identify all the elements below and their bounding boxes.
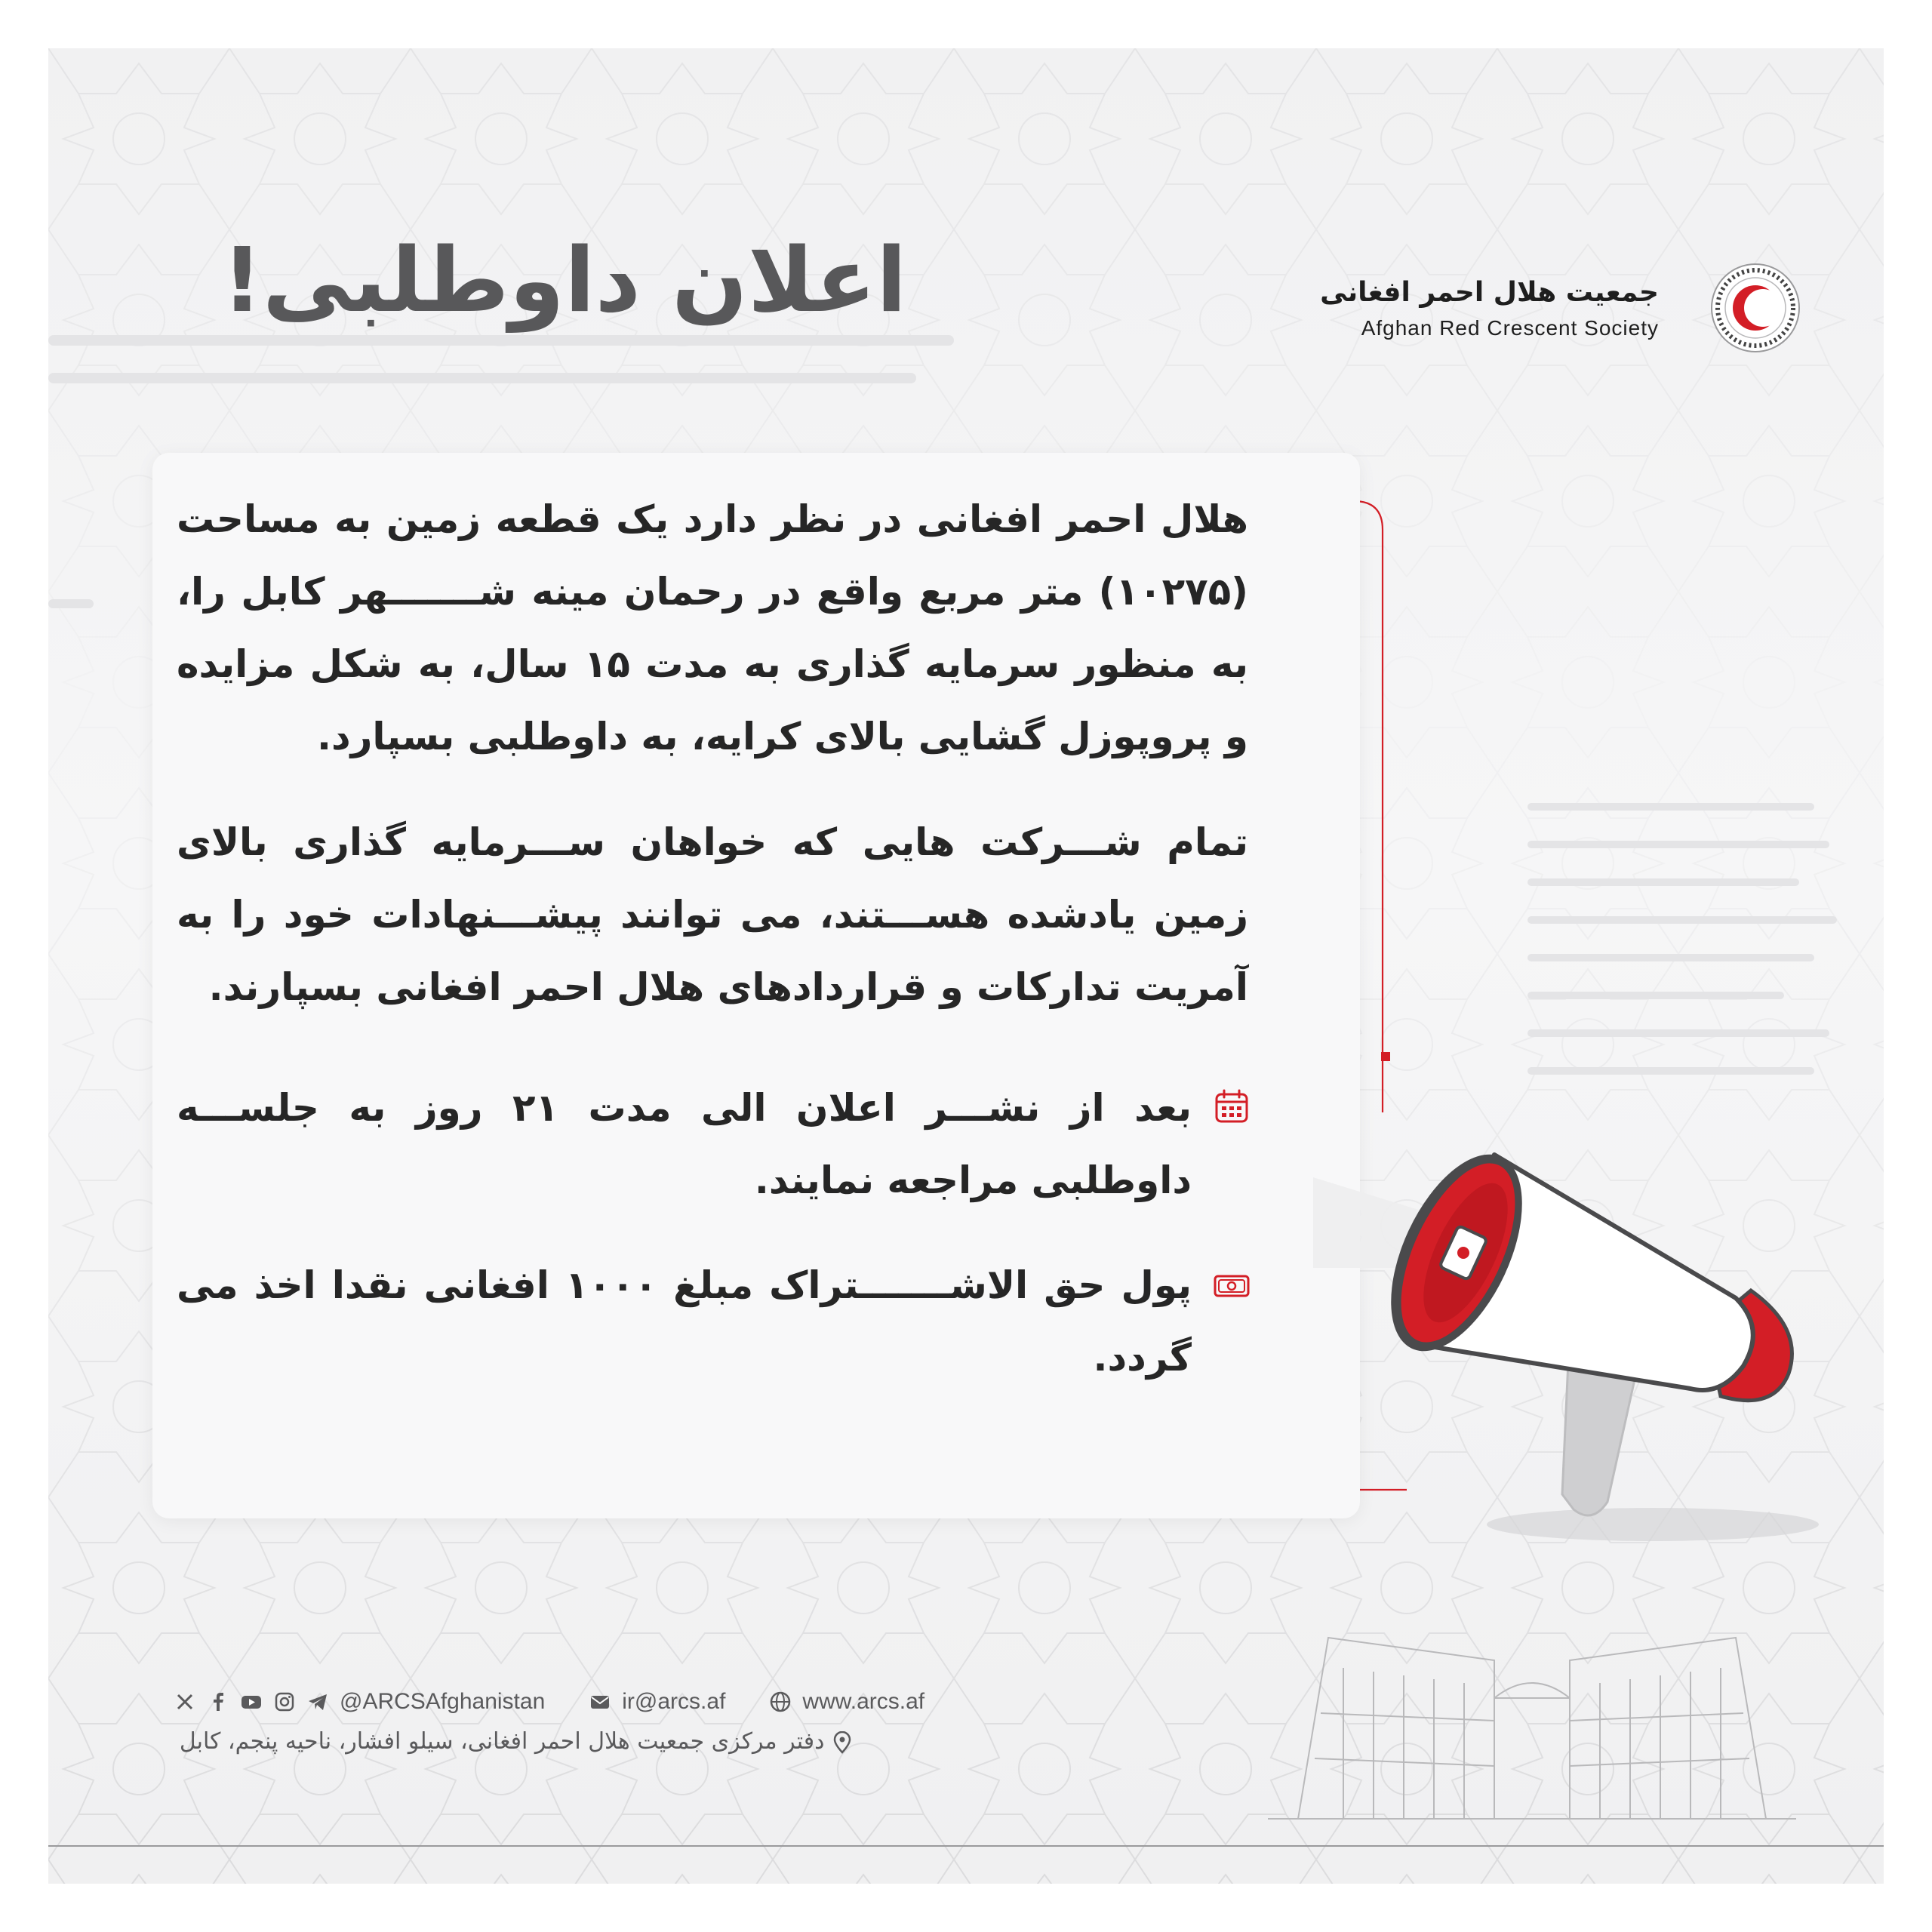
page-title: اعلان داوطلبی!	[222, 228, 907, 332]
money-icon	[1212, 1266, 1251, 1305]
social-handle[interactable]: @ARCSAfghanistan	[340, 1689, 546, 1714]
facebook-icon[interactable]	[207, 1690, 229, 1713]
headquarters-building-illustration	[1268, 1607, 1796, 1834]
globe-icon	[769, 1690, 792, 1713]
footer-contacts	[174, 1684, 924, 1719]
bullet-item-fee: پول حق الاشـــــــتراک مبلغ ۱۰۰۰ افغانی نقدا اخذ می گردد.	[177, 1263, 1192, 1380]
bullet-item-deadline: بعد از نشـــر اعلان الی مدت ۲۱ روز به جلســـه داوطلبی مراجعه نمایند.	[177, 1086, 1192, 1202]
org-logo-text	[1281, 275, 1659, 346]
footer-baseline	[48, 1844, 1884, 1884]
calendar-icon	[1212, 1087, 1251, 1126]
footer-address	[174, 1728, 853, 1763]
red-crescent-emblem-icon	[1709, 261, 1802, 355]
megaphone-icon	[1313, 1041, 1841, 1555]
announcement-paragraph-1: هلال احمر افغانی در نظر دارد یک قطعه زمین به مساحت (۱۰۲۷۵) متر مربع واقع در رحمان مینه شـــــــهر کابل را، به منظور سرمایه گذاری به مدت ۱۵ سال، به شکل مزایده و پروپوزل گشایی بالای کرایه، به داوطلبی بسپارد.	[177, 497, 1249, 758]
telegram-icon[interactable]	[306, 1690, 329, 1713]
org-name-fa: جمعیت هلال احمر افغانی	[1320, 277, 1659, 308]
instagram-icon[interactable]	[273, 1690, 296, 1713]
org-name-en: Afghan Red Crescent Society	[1361, 316, 1659, 340]
accent-dot	[1381, 1052, 1390, 1061]
footer-website[interactable]: www.arcs.af	[802, 1689, 925, 1714]
youtube-icon[interactable]	[240, 1690, 263, 1713]
x-icon[interactable]	[174, 1690, 196, 1713]
footer-email[interactable]: ir@arcs.af	[622, 1689, 726, 1714]
email-icon	[589, 1690, 611, 1713]
location-pin-icon	[832, 1731, 853, 1754]
address-text: دفتر مرکزی جمعیت هلال احمر افغانی، سیلو افشار، ناحیه پنجم، کابل	[179, 1728, 825, 1755]
announcement-paragraph-2: تمام شـــرکت هایی که خواهان ســـرمایه گذاری بالای زمین یادشده هســـتند، می توانند پیشـــنهادات خود را به آمریت تدارکات و قراردادهای هلال احمر افغانی بسپارند.	[177, 820, 1248, 1009]
